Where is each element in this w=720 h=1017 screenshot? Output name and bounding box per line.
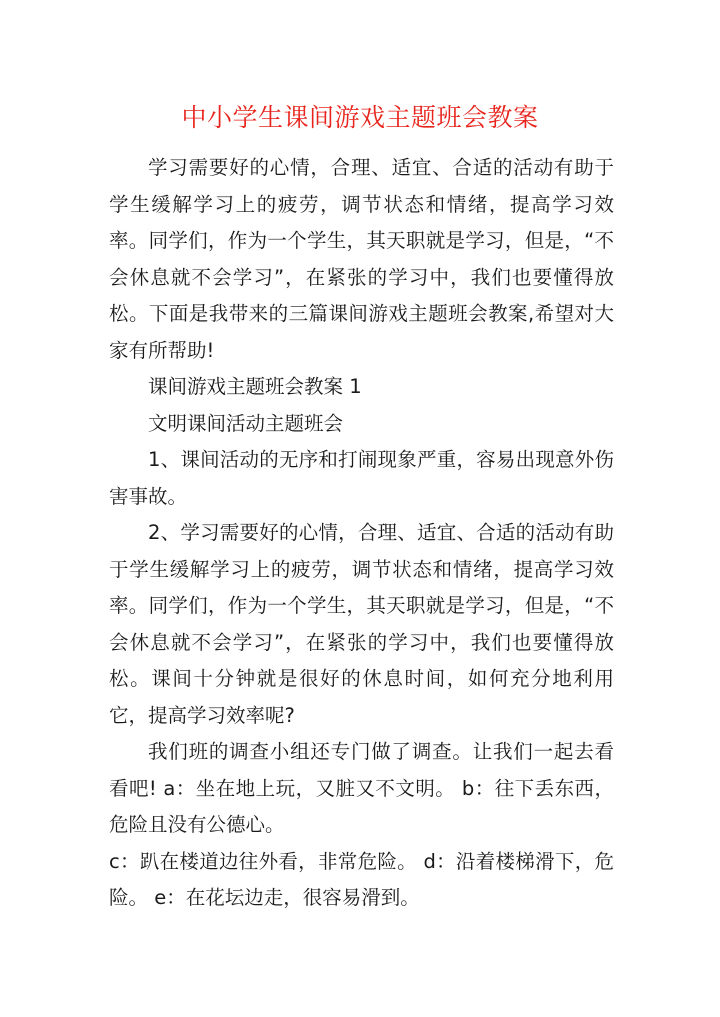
- point-1-paragraph: 1、课间活动的无序和打闹现象严重，容易出现意外伤害事故。: [109, 448, 614, 508]
- survey-continued-paragraph: c：趴在楼道边往外看，非常危险。 d：沿着楼梯滑下，危险。 e：在花坛边走，很容易滑到。: [109, 849, 614, 909]
- lesson-plan-subheading: 文明课间活动主题班会: [148, 411, 344, 435]
- document-title: 中小学生课间游戏主题班会教案: [181, 103, 539, 132]
- survey-paragraph: 我们班的调查小组还专门做了调查。让我们一起去看看吧! a：坐在地上玩，又脏又不文明。 b：往下丢东西，危险且没有公德心。: [109, 740, 614, 836]
- document-body: [109, 150, 614, 917]
- lesson-plan-heading: 课间游戏主题班会教案 1: [148, 375, 362, 398]
- point-2-paragraph: 2、学习需要好的心情，合理、适宜、合适的活动有助于学生缓解学习上的疲劳，调节状态和情绪，提高学习效率。同学们，作为一个学生，其天职就是学习，但是，“不会休息就不会学习”，在紧张的学习中，我们也要懂得放松。课间十分钟就是很好的休息时间，如何充分地利用它，提高学习效率呢?: [109, 521, 614, 727]
- intro-paragraph: 学习需要好的心情，合理、适宜、合适的活动有助于学生缓解学习上的疲劳，调节状态和情绪，提高学习效率。同学们，作为一个学生，其天职就是学习，但是，“不会休息就不会学习”，在紧张的学习中，我们也要懂得放松。下面是我带来的三篇课间游戏主题班会教案,希望对大家有所帮助!: [109, 156, 614, 362]
